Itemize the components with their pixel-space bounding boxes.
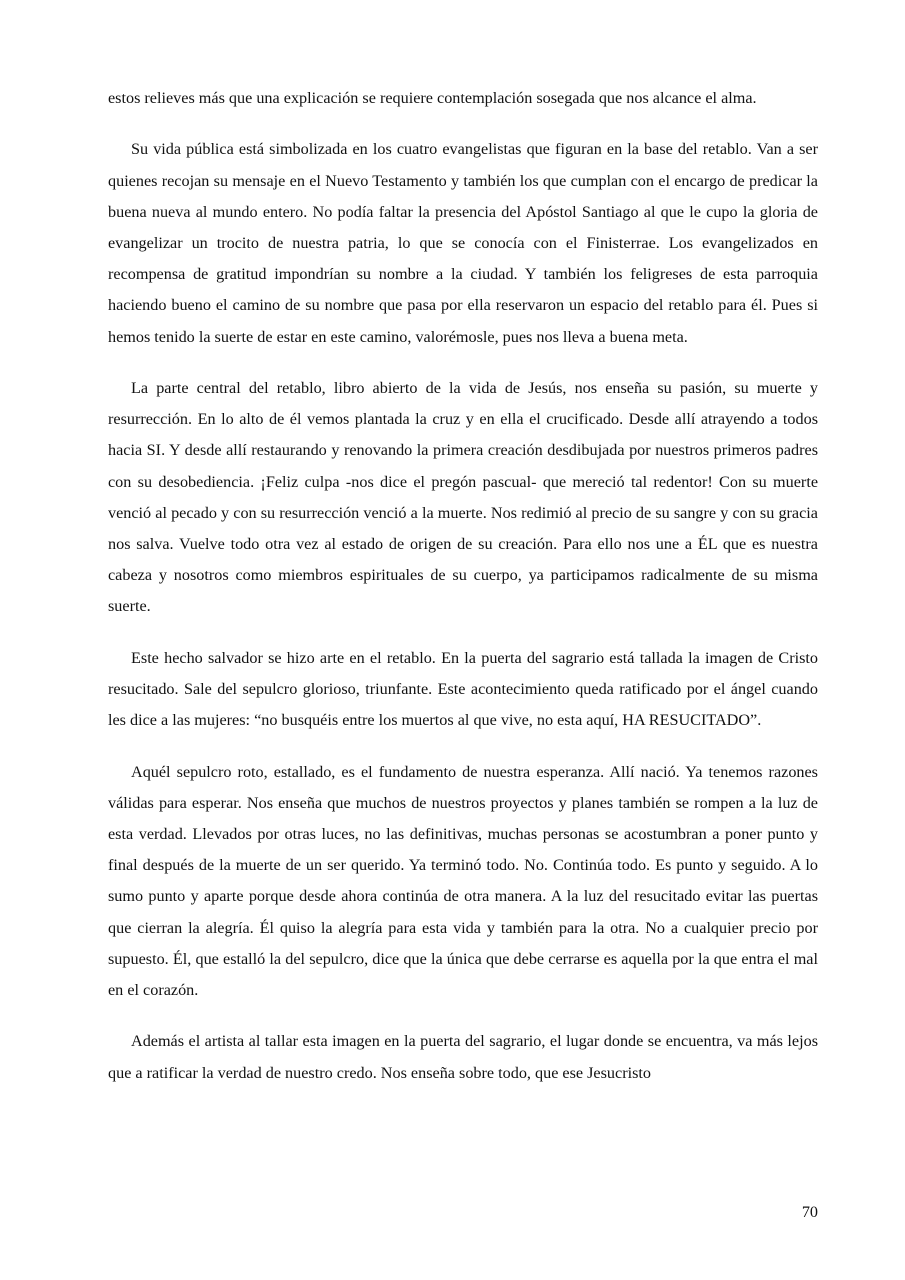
paragraph-4: Este hecho salvador se hizo arte en el retablo. En la puerta del sagrario está tallada la imagen de Cristo resucitado. Sale del sepulcro glorioso, triunfante. Este acontecimiento queda ratificado por el ángel cuando les dice a las mujeres: “no busquéis entre los muertos al que vive, no esta aquí, HA RESUCITADO”. [108, 648, 818, 730]
paragraph-3: La parte central del retablo, libro abierto de la vida de Jesús, nos enseña su pasión, su muerte y resurrección. En lo alto de él vemos plantada la cruz y en ella el crucificado. Desde allí atrayendo a todos hacia SI. Y desde allí restaurando y renovando la primera creación desdibujada por nuestros primeros padres con su desobediencia. ¡Feliz culpa -nos dice el pregón pascual- que mereció tal redentor! Con su muerte venció al pecado y con su resurrección venció a la muerte. Nos redimió al precio de su sangre y con su gracia nos salva. Vuelve todo otra vez al estado de origen de su creación. Para ello nos une a ÉL que es nuestra cabeza y nosotros como miembros espirituales de su cuerpo, ya participamos radicalmente de su misma suerte. [108, 379, 818, 616]
paragraph-1: estos relieves más que una explicación se requiere contemplación sosegada que nos alcance el alma. [108, 89, 757, 107]
paragraph-6: Además el artista al tallar esta imagen en la puerta del sagrario, el lugar donde se encuentra, va más lejos que a ratificar la verdad de nuestro credo. Nos enseña sobre todo, que ese Jesucristo [108, 1032, 818, 1082]
paragraph-5: Aquél sepulcro roto, estallado, es el fundamento de nuestra esperanza. Allí nació. Ya tenemos razones válidas para esperar. Nos enseña que muchos de nuestros proyectos y planes también se rompen a la luz de esta verdad. Llevados por otras luces, no las definitivas, muchas personas se acostumbran a poner punto y final después de la muerte de un ser querido. Ya terminó todo. No. Continúa todo. Es punto y seguido. A lo sumo punto y aparte porque desde ahora continúa de otra manera. A la luz del resucitado evitar las puertas que cierran la alegría. Él quiso la alegría para esta vida y también para la otra. No a cualquier precio por supuesto. Él, que estalló la del sepulcro, dice que la única que debe cerrarse es aquella por la que entra el mal en el corazón. [108, 762, 818, 1000]
paragraph-2: Su vida pública está simbolizada en los cuatro evangelistas que figuran en la base del retablo. Van a ser quienes recojan su mensaje en el Nuevo Testamento y también los que cumplan con el encargo de predicar la buena nueva al mundo entero. No podía faltar la presencia del Apóstol Santiago al que le cupo la gloria de evangelizar un trocito de nuestra patria, lo que se conocía con el Finisterrae. Los evangelizados en recompensa de gratitud impondrían su nombre a la ciudad. Y también los feligreses de esta parroquia haciendo bueno el camino de su nombre que pasa por ella reservaron un espacio del retablo para él. Pues si hemos tenido la suerte de estar en este camino, valorémosle, pues nos lleva a buena meta. [108, 140, 818, 346]
page-number: 70 [801, 1203, 818, 1221]
document-body [108, 83, 818, 1109]
